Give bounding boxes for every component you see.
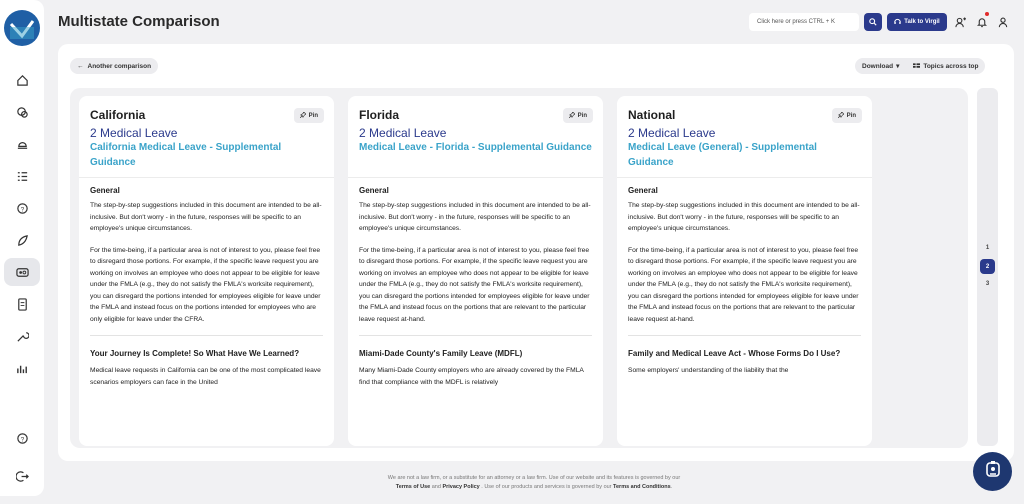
- page-2-button[interactable]: 2: [980, 259, 995, 274]
- comparison-cards-area: [70, 88, 968, 448]
- pin-button[interactable]: [563, 108, 593, 123]
- card-paragraph: The step-by-step suggestions included in this document are intended to be all-inclusive. But don't worry - in the future, responses will be specific to an employee's unique circumstances.: [359, 202, 591, 232]
- card-paragraph: The step-by-step suggestions included in this document are intended to be all-inclusive. But don't worry - in the future, responses will be specific to an employee's unique circumstances.: [90, 202, 322, 232]
- layout-grid-icon: [913, 63, 920, 69]
- footer-period: .: [670, 484, 673, 490]
- footer-line1: We are not a law firm, or a substitute for an attorney or a law firm. Use of our website and its features is governed by our: [387, 475, 681, 481]
- card-section-title: Miami-Dade County's Family Leave (MDFL): [359, 349, 523, 358]
- card-category: [628, 126, 861, 140]
- card-category-label: Medical Leave: [100, 126, 178, 140]
- search-icon: [869, 13, 877, 31]
- card-paragraph: Medical leave requests in California can be one of the most complicated leave scenarios employers can face in the United: [90, 367, 321, 386]
- comparison-card: [617, 96, 872, 446]
- view-toolbar: [855, 58, 985, 74]
- pin-icon: [569, 112, 575, 120]
- card-paragraph: Some employers' understanding of the liability that the: [628, 367, 789, 374]
- card-state-title: Florida: [359, 108, 400, 122]
- card-section-title: General: [359, 186, 389, 195]
- card-guide-link[interactable]: Medical Leave (General) - Supplemental Guidance: [628, 142, 817, 168]
- page-3-button[interactable]: 3: [985, 280, 990, 287]
- app-logo[interactable]: [4, 10, 40, 46]
- talk-to-virgil-button[interactable]: [887, 13, 947, 31]
- caret-down-icon: ▾: [896, 63, 900, 70]
- analytics-icon[interactable]: [7, 354, 37, 382]
- terms-of-use-link[interactable]: Terms of Use: [395, 484, 431, 490]
- wrench-icon[interactable]: [7, 322, 37, 350]
- pin-icon: [838, 112, 844, 120]
- arrow-left-icon: ←: [77, 62, 84, 70]
- home-icon[interactable]: [7, 66, 37, 94]
- page-title: Multistate Comparison: [58, 13, 220, 30]
- topics-across-top-label: Topics across top: [923, 62, 979, 70]
- compare-icon[interactable]: [4, 258, 40, 286]
- svg-text:?: ?: [20, 205, 24, 213]
- card-category-label: Medical Leave: [638, 126, 716, 140]
- card-body: [79, 178, 334, 406]
- card-divider: [90, 335, 323, 336]
- headset-icon: [894, 18, 901, 27]
- svg-text:?: ?: [20, 435, 24, 443]
- card-category: [90, 126, 323, 140]
- card-category-label: Medical Leave: [369, 126, 447, 140]
- comparison-card: [348, 96, 603, 446]
- topics-across-top-button[interactable]: [913, 63, 978, 70]
- card-section-title: Family and Medical Leave Act - Whose Forms Do I Use?: [628, 349, 841, 358]
- card-body: [348, 178, 603, 406]
- card-section-title: General: [90, 186, 120, 195]
- leaf-icon[interactable]: [7, 226, 37, 254]
- notification-dot: [985, 12, 989, 16]
- comparison-card: [79, 96, 334, 446]
- talk-to-virgil-label: Talk to Virgil: [904, 19, 940, 25]
- another-comparison-label: Another comparison: [87, 62, 152, 70]
- assistant-icon: [985, 460, 1001, 483]
- sidebar: [0, 0, 44, 496]
- card-guide-link[interactable]: California Medical Leave - Supplemental Guidance: [90, 142, 282, 168]
- card-paragraph: For the time-being, if a particular area is not of interest to you, please feel free to disregard those portions. For example, if the specific leave request you are working on involves an employee who does not appear to be eligible for leave under the FMLA (e.g., they do not satisfy the FMLA's worksite requirement), you can disregard the portions intended for employees eligible for leave under the FMLA and instead focus on the portions that are relevant to the particular leave request at-hand.: [359, 246, 590, 323]
- terms-conditions-link[interactable]: Terms and Conditions: [613, 484, 671, 490]
- footer-line2: . Use of our products and services is governed by our: [481, 484, 612, 490]
- chat-bubbles-icon[interactable]: [7, 98, 37, 126]
- page-1-button[interactable]: 1: [985, 244, 990, 251]
- card-category: [359, 126, 592, 140]
- card-count: 2: [90, 126, 97, 140]
- card-paragraph: Many Miami-Dade County employers who are already covered by the FMLA find that compliance with the MDFL is relatively: [359, 367, 584, 386]
- account-icon[interactable]: [996, 15, 1010, 29]
- card-state-title: National: [628, 108, 676, 122]
- help-icon[interactable]: [7, 424, 37, 452]
- pin-button[interactable]: [294, 108, 324, 123]
- pin-label: Pin: [846, 112, 856, 119]
- pin-button[interactable]: [832, 108, 862, 123]
- pin-label: Pin: [577, 112, 587, 119]
- card-header: [348, 96, 603, 178]
- question-bubble-icon[interactable]: [7, 194, 37, 222]
- card-divider: [359, 335, 592, 336]
- card-paragraph: For the time-being, if a particular area is not of interest to you, please feel free to disregard those portions. For example, if the specific leave request you are working on involves an employee who does not appear to be eligible for leave under the FMLA (e.g., they do not satisfy the FMLA's worksite requirement), you can disregard the portions intended for employees eligible for leave under the FMLA and instead focus on the portions intended for employees who are only eligible for leave under the CFRA.: [90, 246, 321, 323]
- download-label: Download: [862, 62, 894, 70]
- card-section-title: General: [628, 186, 658, 195]
- add-user-icon[interactable]: [953, 15, 967, 29]
- pager: [977, 88, 998, 446]
- document-icon[interactable]: [7, 290, 37, 318]
- privacy-policy-link[interactable]: Privacy Policy: [442, 484, 480, 490]
- card-section-title: Your Journey Is Complete! So What Have We Learned?: [90, 349, 300, 358]
- card-header: [617, 96, 872, 178]
- checklist-icon[interactable]: [7, 162, 37, 190]
- pin-icon: [300, 112, 306, 120]
- search-input[interactable]: Click here or press CTRL + K: [749, 13, 859, 31]
- footer-and: and: [431, 484, 441, 490]
- another-comparison-button[interactable]: [70, 58, 158, 74]
- card-state-title: California: [90, 108, 146, 122]
- chat-assistant-button[interactable]: [973, 452, 1012, 491]
- download-button[interactable]: [862, 62, 899, 70]
- pin-label: Pin: [308, 112, 318, 119]
- card-count: 2: [359, 126, 366, 140]
- card-count: 2: [628, 126, 635, 140]
- card-body: [617, 178, 872, 395]
- card-divider: [628, 335, 861, 336]
- card-guide-link[interactable]: Medical Leave - Florida - Supplemental Guidance: [359, 142, 592, 153]
- footer: [0, 474, 1024, 492]
- card-paragraph: For the time-being, if a particular area is not of interest to you, please feel free to disregard those portions. For example, if the specific leave request you are working on involves an employee who does not appear to be eligible for leave under the FMLA (e.g., they do not satisfy the FMLA's worksite requirement), you can disregard the portions intended for employees eligible for leave under the FMLA and instead focus on the portions that are relevant to the particular leave request at-hand.: [628, 246, 859, 323]
- notification-bell-icon[interactable]: [975, 15, 989, 29]
- card-header: [79, 96, 334, 178]
- card-paragraph: The step-by-step suggestions included in this document are intended to be all-inclusive. But don't worry - in the future, responses will be specific to an employee's unique circumstances.: [628, 202, 860, 232]
- search-button[interactable]: [864, 13, 882, 31]
- bell-stand-icon[interactable]: [7, 130, 37, 158]
